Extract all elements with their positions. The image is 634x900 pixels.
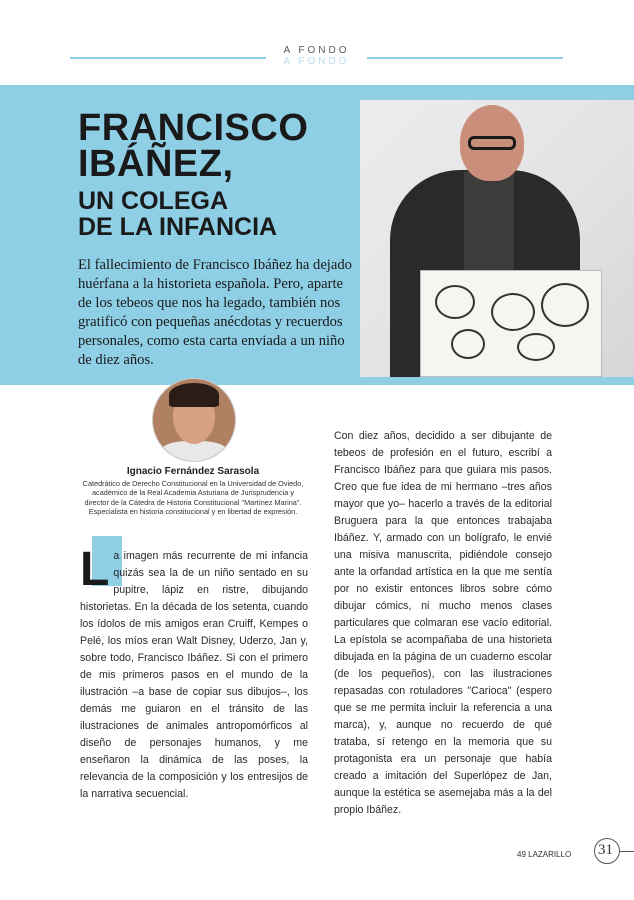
page-number-rule bbox=[620, 851, 634, 852]
section-rule-left bbox=[70, 57, 266, 59]
held-drawing bbox=[420, 270, 602, 377]
page-number: 31 bbox=[598, 842, 613, 858]
body-column-right: Con diez años, decidido a ser dibujante de tebeos de profesión en el futuro, escribí a Francisco Ibáñez para que guiara mis pasos. Creo que fue idea de mi hermano –tres años mayor que yo– hacerlo a través de la editorial Bruguera para la que entonces trabajaba Ibáñez. Y, armado con un bolígrafo, le envié una misiva manuscrita, pidiéndole consejo ante la orfandad artística en la que me sentía por no existir entonces libros sobre cómo dibujar cómics, ni mucho menos clases particulares que colmaran ese vacío editorial. La epístola se acompañaba de una historieta dibujada en la página de un cuaderno escolar (de los pequeños), con las ilustraciones repasadas con rotuladores "Carioca" (espero que se me permita incluir la referencia a una marca), y, aunque no recuerdo de qué trataba, sí retengo en la memoria que su protagonista era un personaje que había creado a imitación del Superlópez de Jan, aunque la estética se asemejaba más a la del propio Ibáñez. bbox=[334, 430, 552, 816]
article-title bbox=[78, 107, 309, 185]
author-bio: Catedrático de Derecho Constitucional en la Universidad de Oviedo, académico de la Real Academia Asturiana de Jurisprudencia y director de la Cátedra de Historia Constitucional "Martínez Marina". Especialista en historia constitucional y en libertad de expresión. bbox=[82, 479, 304, 517]
article-subtitle bbox=[78, 188, 277, 240]
person-shirt bbox=[464, 172, 514, 282]
body-left-text: a imagen más recurrente de mi infancia quizás sea la de un niño sentado en su pupitre, lápiz en ristre, dibujando historietas. En la década de los setenta, cuando los ídolos de mis amigos eran Cruiff, Kempes o Pelé, los míos eran Walt Disney, Uderzo, Jan y, sobre todo, Francisco Ibáñez. Si con el primero de mis primeros pasos en el mundo de la ilustración –a base de copiar sus dibujos–, los demás me guiaron en el tránsito de las ilustraciones de animales antropomórficos al diseño de personajes humanos, y me enseñaron la dinámica de las poses, la relevancia de la composición y los entresijos de la narrativa secuencial. bbox=[80, 550, 308, 800]
author-avatar bbox=[152, 378, 236, 462]
subtitle-line-1: UN COLEGA bbox=[78, 187, 228, 215]
section-label: A FONDO bbox=[283, 45, 350, 56]
glasses-icon bbox=[468, 136, 516, 150]
author-hair bbox=[169, 383, 219, 407]
hero-photo bbox=[360, 100, 634, 377]
author-name: Ignacio Fernández Sarasola bbox=[126, 466, 260, 477]
section-rule-right bbox=[367, 57, 563, 59]
author-shirt bbox=[159, 441, 229, 462]
body-column-left bbox=[80, 543, 308, 803]
subtitle-line-2: DE LA INFANCIA bbox=[78, 213, 278, 241]
footer-magazine: 49 LAZARILLO bbox=[517, 850, 572, 859]
dropcap-letter: L bbox=[80, 543, 110, 596]
article-lead: El fallecimiento de Francisco Ibáñez ha dejado huérfana a la historieta española. Pero, aparte de los tebeos que nos ha legado, también nos gratificó con pequeñas anécdotas y recuerdos personales, como esta carta enviada a un niño de diez años. bbox=[78, 257, 352, 368]
title-line-1: FRANCISCO bbox=[78, 107, 309, 149]
section-label-shadow: A FONDO bbox=[283, 56, 350, 67]
title-line-2: IBÁÑEZ, bbox=[78, 143, 234, 185]
